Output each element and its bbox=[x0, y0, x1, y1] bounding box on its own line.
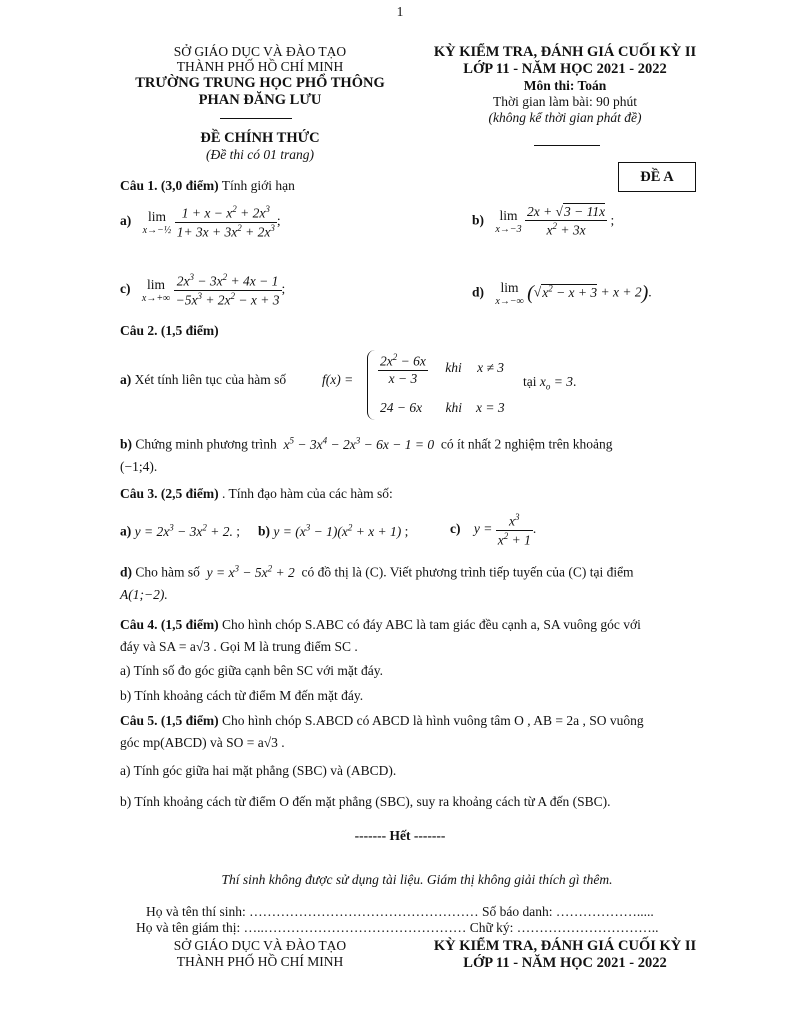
q3d-point: A(1;−2). bbox=[120, 586, 168, 602]
school-line1: TRƯỜNG TRUNG HỌC PHỔ THÔNG bbox=[135, 75, 385, 91]
q5b: b) Tính khoảng cách từ điểm O đến mặt phẳng (SBC), suy ra khoảng cách từ A đến (SBC). bbox=[120, 793, 611, 809]
q2a-at: tại $x_o = 3$. bbox=[523, 374, 577, 392]
q2b-label: b) bbox=[120, 436, 133, 452]
q1-prompt: Tính giới hạn bbox=[221, 178, 295, 193]
q3d: d) Cho hàm số $y = x^3 - 5x^2 + 2$ có đồ thị là (C). Viết phương trình tiếp tuyến của (C) tại điểm A(1;−2). bbox=[120, 562, 714, 604]
end-mark: ------- Hết ------- bbox=[354, 828, 446, 843]
q1-header bbox=[120, 178, 295, 194]
exam-code-box: ĐỀ A bbox=[618, 162, 696, 192]
q2a bbox=[120, 372, 286, 388]
q3b: b) $y = (x^3 - 1)(x^2 + x + 1)$ ; bbox=[258, 522, 409, 539]
q3a: a) $y = 2x^3 - 3x^2 + 2$. ; bbox=[120, 522, 240, 539]
q2a-case2: 24 − 6x khi x = 3 bbox=[380, 400, 505, 415]
q2a-func: f(x) = bbox=[322, 372, 354, 387]
q1a-label: a) bbox=[120, 213, 132, 229]
q3-header: Câu 3. (2,5 điểm) . Tính đạo hàm của các hàm số: bbox=[120, 486, 393, 501]
bottom-right: KỲ KIỂM TRA, ĐÁNH GIÁ CUỐI KỲ II LỚP 11 - NĂM HỌC 2021 - 2022 bbox=[433, 938, 697, 971]
header-left bbox=[110, 44, 410, 109]
exam-year: LỚP 11 - NĂM HỌC 2021 - 2022 bbox=[463, 61, 667, 77]
exam-title: KỲ KIỂM TRA, ĐÁNH GIÁ CUỐI KỲ II bbox=[433, 44, 697, 60]
q2-title: Câu 2. (1,5 điểm) bbox=[120, 323, 219, 338]
q1a: a) lim x→−½ $\frac{1 + x - x^2 + 2x^3}{1+ 3x + 3x^2 + 2x^3}$ ; bbox=[120, 204, 281, 239]
q1d: d) lim x→−∞ $(√x^2 - x + 3 + x + 2)$. bbox=[472, 280, 652, 307]
footer-note: Thí sinh không được sử dụng tài liệu. Giám thị không giải thích gì thêm. bbox=[221, 872, 613, 887]
q5a: a) Tính góc giữa hai mặt phẳng (SBC) và (ABCD). bbox=[120, 763, 397, 779]
q2a-text: Xét tính liên tục của hàm số bbox=[134, 372, 287, 387]
subject: Môn thi: Toán bbox=[523, 78, 607, 93]
q2b: b) Chứng minh phương trình $x^5 - 3x^4 - 2x^3 - 6x - 1 = 0$ có ít nhất 2 nghiệm trên khoảng (−1;4). bbox=[120, 434, 714, 476]
q1-title: Câu 1. (3,0 điểm) bbox=[120, 178, 219, 193]
q2b-interval: (−1;4). bbox=[120, 458, 158, 474]
pages-note: (Đề thi có 01 trang) bbox=[206, 147, 314, 162]
bottom-left: SỞ GIÁO DỤC VÀ ĐÀO TẠO THÀNH PHỐ HỒ CHÍ MINH bbox=[173, 938, 347, 969]
q1c-label: c) bbox=[120, 281, 131, 297]
official-label: ĐỀ CHÍNH THỨC bbox=[200, 130, 320, 146]
duration-note: (không kể thời gian phát đề) bbox=[488, 110, 642, 125]
school-line2: PHAN ĐĂNG LƯU bbox=[198, 92, 322, 108]
header-right bbox=[400, 44, 730, 126]
header-right-rule bbox=[534, 145, 600, 146]
q4a: a) Tính số đo góc giữa cạnh bên SC với mặt đáy. bbox=[120, 663, 384, 679]
duration: Thời gian làm bài: 90 phút bbox=[493, 94, 637, 109]
q2a-case1: $\frac{2x^2 - 6x}{x - 3}$ khi x ≠ 3 bbox=[380, 352, 505, 386]
q3c: c) y = $\frac{x^3}{x^2 + 1}$ . bbox=[450, 512, 537, 547]
q4b: b) Tính khoảng cách từ điểm M đến mặt đáy. bbox=[120, 687, 364, 703]
dept-name: SỞ GIÁO DỤC VÀ ĐÀO TẠO bbox=[173, 44, 347, 59]
page-number: 1 bbox=[396, 4, 404, 19]
q4: Câu 4. (1,5 điểm) Cho hình chóp S.ABC có đáy ABC là tam giác đều cạnh a, SA vuông góc với đáy và SA = a√3 . Gọi M là trung điểm SC . a) Tính số đo góc giữa cạnh bên SC với mặt đáy. b) Tính khoảng cách từ điểm M đến mặt đáy. bbox=[120, 616, 714, 705]
city-name: THÀNH PHỐ HỒ CHÍ MINH bbox=[176, 59, 344, 74]
q1c: c) lim x→+∞ $\frac{2x^3 - 3x^2 + 4x - 1}{-5x^3 + 2x^2 - x + 3}$ ; bbox=[120, 272, 286, 307]
q1b: b) lim x→−3 $\frac{2x + √3 - 11x}{x^2 + 3x}$ ; bbox=[472, 204, 615, 238]
q1d-label: d) bbox=[472, 284, 485, 300]
header-left-rule bbox=[220, 118, 292, 119]
q2a-label: a) bbox=[120, 372, 132, 387]
q1b-label: b) bbox=[472, 212, 485, 228]
proctor-line: Họ và tên giám thị: …..……………………………………… Chữ ký: ………………………….. bbox=[136, 920, 659, 935]
q5: Câu 5. (1,5 điểm) Cho hình chóp S.ABCD có ABCD là hình vuông tâm O , AB = 2a , SO vuông góc mp(ABCD) và SO = a√3 . a) Tính góc giữa hai mặt phẳng (SBC) và (ABCD). b) Tính khoảng cách từ điểm O đến mặt phẳng (SBC), suy ra khoảng cách từ A đến (SBC). bbox=[120, 712, 714, 811]
candidate-line: Họ và tên thí sinh: …………………………………………… Số báo danh: ………………..... bbox=[146, 904, 654, 919]
